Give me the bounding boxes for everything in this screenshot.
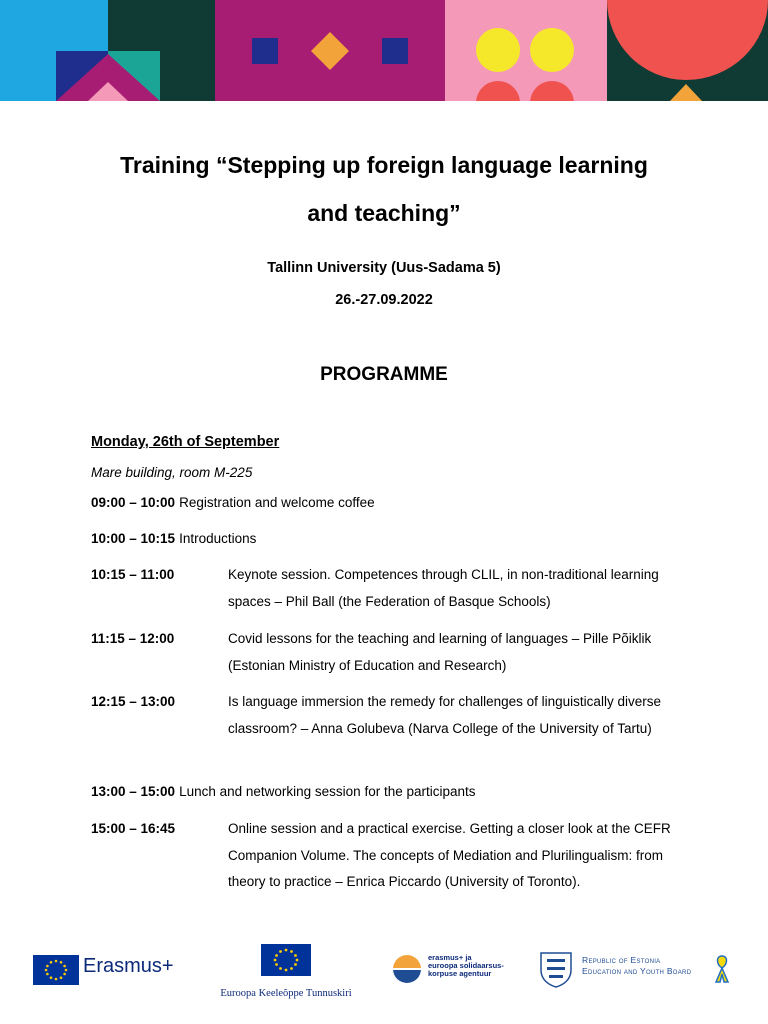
session-row bbox=[91, 816, 691, 922]
session-description: Online session and a practical exercise. Getting a closer look at the CEFR Companion Volume. The concepts of Mediation and Plurilingualism: from theory to practice – Enrica Piccardo (University of Toronto). bbox=[228, 821, 671, 889]
session-row bbox=[91, 626, 691, 680]
venue: Tallinn University (Uus-Sadama 5) bbox=[267, 260, 501, 276]
footer-logos bbox=[0, 938, 768, 1002]
session-time: 15:00 – 16:45 bbox=[91, 821, 176, 836]
session-description: Introductions bbox=[179, 531, 257, 546]
agency-emblem-icon bbox=[392, 954, 422, 984]
session-row bbox=[91, 689, 691, 769]
session-row bbox=[91, 779, 476, 806]
session-row bbox=[91, 490, 375, 517]
geometric-pattern-graphic bbox=[0, 0, 768, 101]
session-time: 12:15 – 13:00 bbox=[91, 694, 176, 709]
header-banner bbox=[0, 0, 768, 101]
agency-wordmark: erasmus+ ja euroopa solidaarsus- korpuse agentuur bbox=[428, 953, 504, 978]
session-time: 10:00 – 10:15 bbox=[91, 531, 176, 546]
session-time: 11:15 – 12:00 bbox=[91, 631, 175, 646]
ribbon-icon bbox=[714, 954, 730, 984]
session-time: 09:00 – 10:00 bbox=[91, 495, 176, 510]
session-row bbox=[91, 526, 256, 553]
programme-heading: PROGRAMME bbox=[320, 364, 448, 385]
ekt-wordmark: Euroopa Keeleõppe Tunnuskiri bbox=[220, 988, 352, 999]
agency-logo bbox=[392, 938, 522, 998]
education-youth-board-wordmark: Republic of Estonia Education and Youth Board bbox=[582, 955, 692, 976]
event-dates: 26.-27.09.2022 bbox=[335, 292, 433, 308]
ekt-logo bbox=[216, 944, 356, 1002]
session-location: Mare building, room M-225 bbox=[91, 465, 253, 480]
session-row bbox=[91, 562, 691, 616]
session-description: Is language immersion the remedy for challenges of linguistically diverse classroom? – Anna Golubeva (Narva College of the University of Tartu) bbox=[228, 694, 661, 736]
document-title-line-2: and teaching” bbox=[307, 200, 461, 226]
eu-flag-icon bbox=[33, 955, 79, 985]
eu-flag-icon bbox=[261, 944, 311, 976]
erasmus-wordmark: Erasmus+ bbox=[83, 955, 174, 977]
session-description: Registration and welcome coffee bbox=[179, 495, 375, 510]
session-description: Lunch and networking session for the participants bbox=[179, 784, 476, 799]
session-time: 13:00 – 15:00 bbox=[91, 784, 176, 799]
erasmus-plus-logo bbox=[33, 938, 193, 998]
session-description: Covid lessons for the teaching and learning of languages – Pille Põiklik (Estonian Ministry of Education and Research) bbox=[228, 631, 652, 673]
session-time: 10:15 – 11:00 bbox=[91, 567, 175, 582]
coat-of-arms-icon bbox=[538, 950, 574, 988]
document-title-line-1: Training “Stepping up foreign language learning bbox=[120, 152, 648, 178]
session-description: Keynote session. Competences through CLIL, in non-traditional learning spaces – Phil Ball (the Federation of Basque Schools) bbox=[228, 567, 659, 609]
education-youth-board-logo bbox=[538, 938, 738, 998]
day-heading: Monday, 26th of September bbox=[91, 434, 280, 450]
